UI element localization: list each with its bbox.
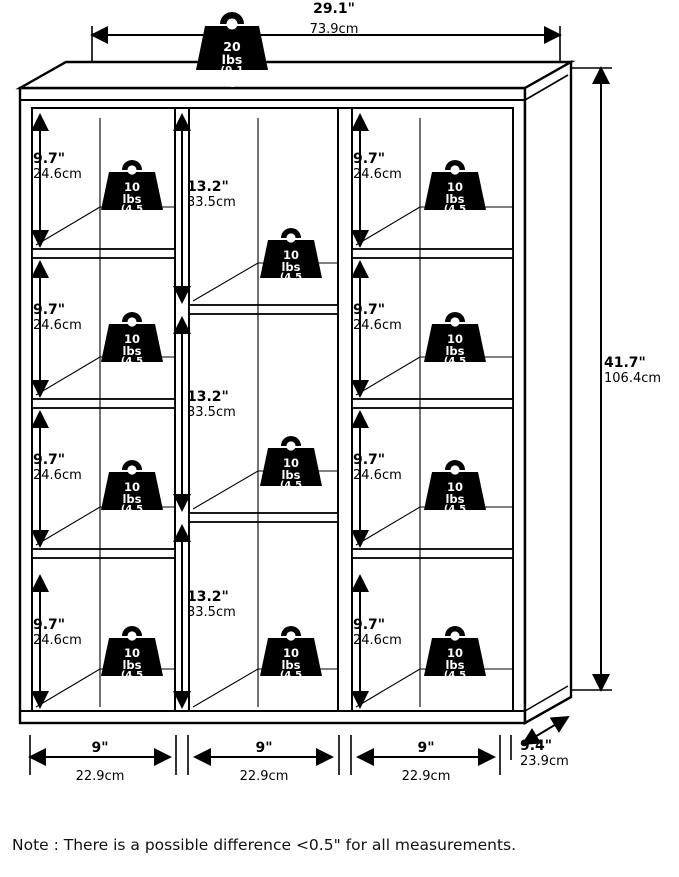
dim-bottom-width-1: 9" [91,740,109,756]
dim-left-bay-1: 9.7" 24.6cm [33,151,82,182]
dim-left-bay-4: 9.7" 24.6cm [33,617,82,648]
dim-depth: 9.4" 23.9cm [520,738,569,769]
dim-bottom-width-2-cm: 22.9cm [239,769,289,784]
dim-middle-bay-3: 13.2" 33.5cm [187,589,236,620]
dim-top-width: 29.1" [313,1,355,17]
dim-bottom-width-3-cm: 22.9cm [401,769,451,784]
dim-overall-height: 41.7" 106.4cm [604,355,662,386]
weight-icon-top [196,12,268,70]
dim-middle-bay-1: 13.2" 33.5cm [187,179,236,210]
dim-left-bay-2: 9.7" 24.6cm [33,302,82,333]
shelf-dimension-diagram: 29.1" 73.9cm 41.7" 106.4cm 9.4" 23.9cm 9.7" 24.6cm 9.7" 24.6cm 9.7" 24.6cm 9.7" 24.6cm 13.2" 33.5cm 13.2" 33.5cm 13.2" 33.5cm 9.7" 24.6cm 9.7" 24.6cm 9.7" 24.6cm 9.7" 24.6cm 9" 22.9cm 9" 22.9cm 9" 22.9cm 20 lbs (9.1 kg) 10 lbs (4.5 kg) 10 lbs (4.5 kg) 10 lbs (4.5 kg) 10 lbs (4.5 kg) 10 lbs (4.5 kg) 10 lbs (4.5 kg) 10 lbs (4.5 kg) 10 lbs (4.5 kg) 10 lbs (4.5 kg) 10 lbs (4.5 kg) 10 lbs (4.5 kg) Note : There is a possible difference <0.5" for all measurements. [0,0,679,877]
dim-left-bay-3: 9.7" 24.6cm [33,452,82,483]
measurement-note: Note : There is a possible difference <0.5" for all measurements. [12,836,517,854]
dim-bottom-width-1-cm: 22.9cm [75,769,125,784]
dim-top-width-cm: 73.9cm [309,22,359,37]
dim-right-bay-3: 9.7" 24.6cm [353,452,402,483]
dim-middle-bay-2: 13.2" 33.5cm [187,389,236,420]
dim-bottom-width-3: 9" [417,740,435,756]
dim-right-bay-1: 9.7" 24.6cm [353,151,402,182]
dim-right-bay-2: 9.7" 24.6cm [353,302,402,333]
dim-bottom-width-2: 9" [255,740,273,756]
dim-right-bay-4: 9.7" 24.6cm [353,617,402,648]
